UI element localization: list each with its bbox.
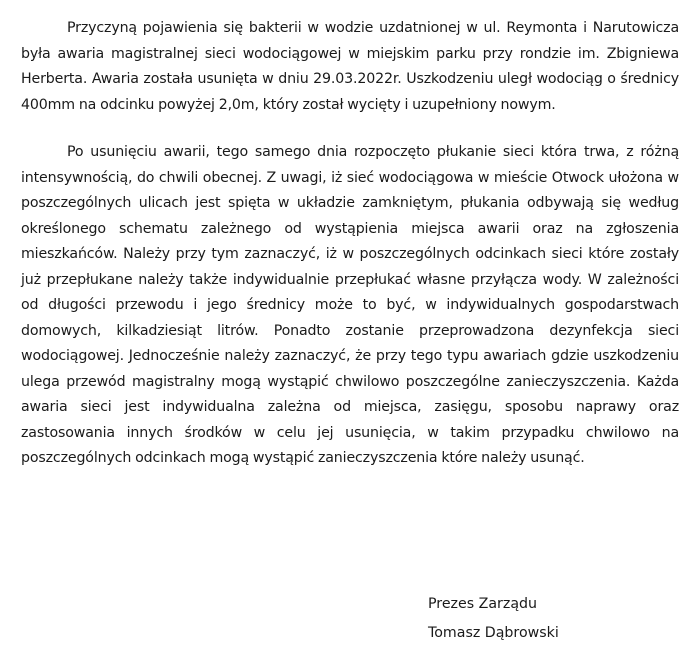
paragraph-flushing: Po usunięciu awarii, tego samego dnia rozpoczęto płukanie sieci która trwa, z różną intensywnością, do chwili obecnej. Z uwagi, iż sieć wodociągowa w mieście Otwock ułożona w poszczególnych ulicach jest spięta w układzie zamkniętym, płukania odbywają się według określonego schematu zależnego od wystąpienia miejsca awarii oraz na zgłoszenia mieszkańców. Należy przy tym zaznaczyć, iż w poszczególnych odcinkach sieci które zostały już przepłukane należy także indywidualnie przepłukać własne przyłącza wody. W zależności od długości przewodu i jego średnicy może to być, w indywidualnych gospodarstwach domowych, kilkadziesiąt litrów. Ponadto zostanie przeprowadzona dezynfekcja sieci wodociągowej. Jednocześnie należy zaznaczyć, że przy tego typu awariach gdzie uszkodzeniu ulega przewód magistralny mogą wystąpić chwilowo poszczególne zanieczyszczenia. Każda awaria sieci jest indywidualna zależna od miejsca, zasięgu, sposobu naprawy oraz zastosowania innych środków w celu jej usunięcia, w takim przypadku chwilowo na poszczególnych odcinkach mogą wystąpić zanieczyszczenia które należy usunąć.	[21, 144, 679, 466]
paragraph-cause: Przyczyną pojawienia się bakterii w wodzie uzdatnionej w ul. Reymonta i Narutowicza była awaria magistralnej sieci wodociągowej w miejskim parku przy rondzie im. Zbigniewa Herberta. Awaria została usunięta w dniu 29.03.2022r. Uszkodzeniu uległ wodociąg o średnicy 400mm na odcinku powyżej 2,0m, który został wycięty i uzupełniony nowym.	[21, 20, 679, 113]
signature-title: Prezes Zarządu	[428, 596, 538, 612]
document-body	[21, 16, 679, 472]
signature-name: Tomasz Dąbrowski	[428, 625, 559, 641]
signature-block	[428, 590, 559, 648]
